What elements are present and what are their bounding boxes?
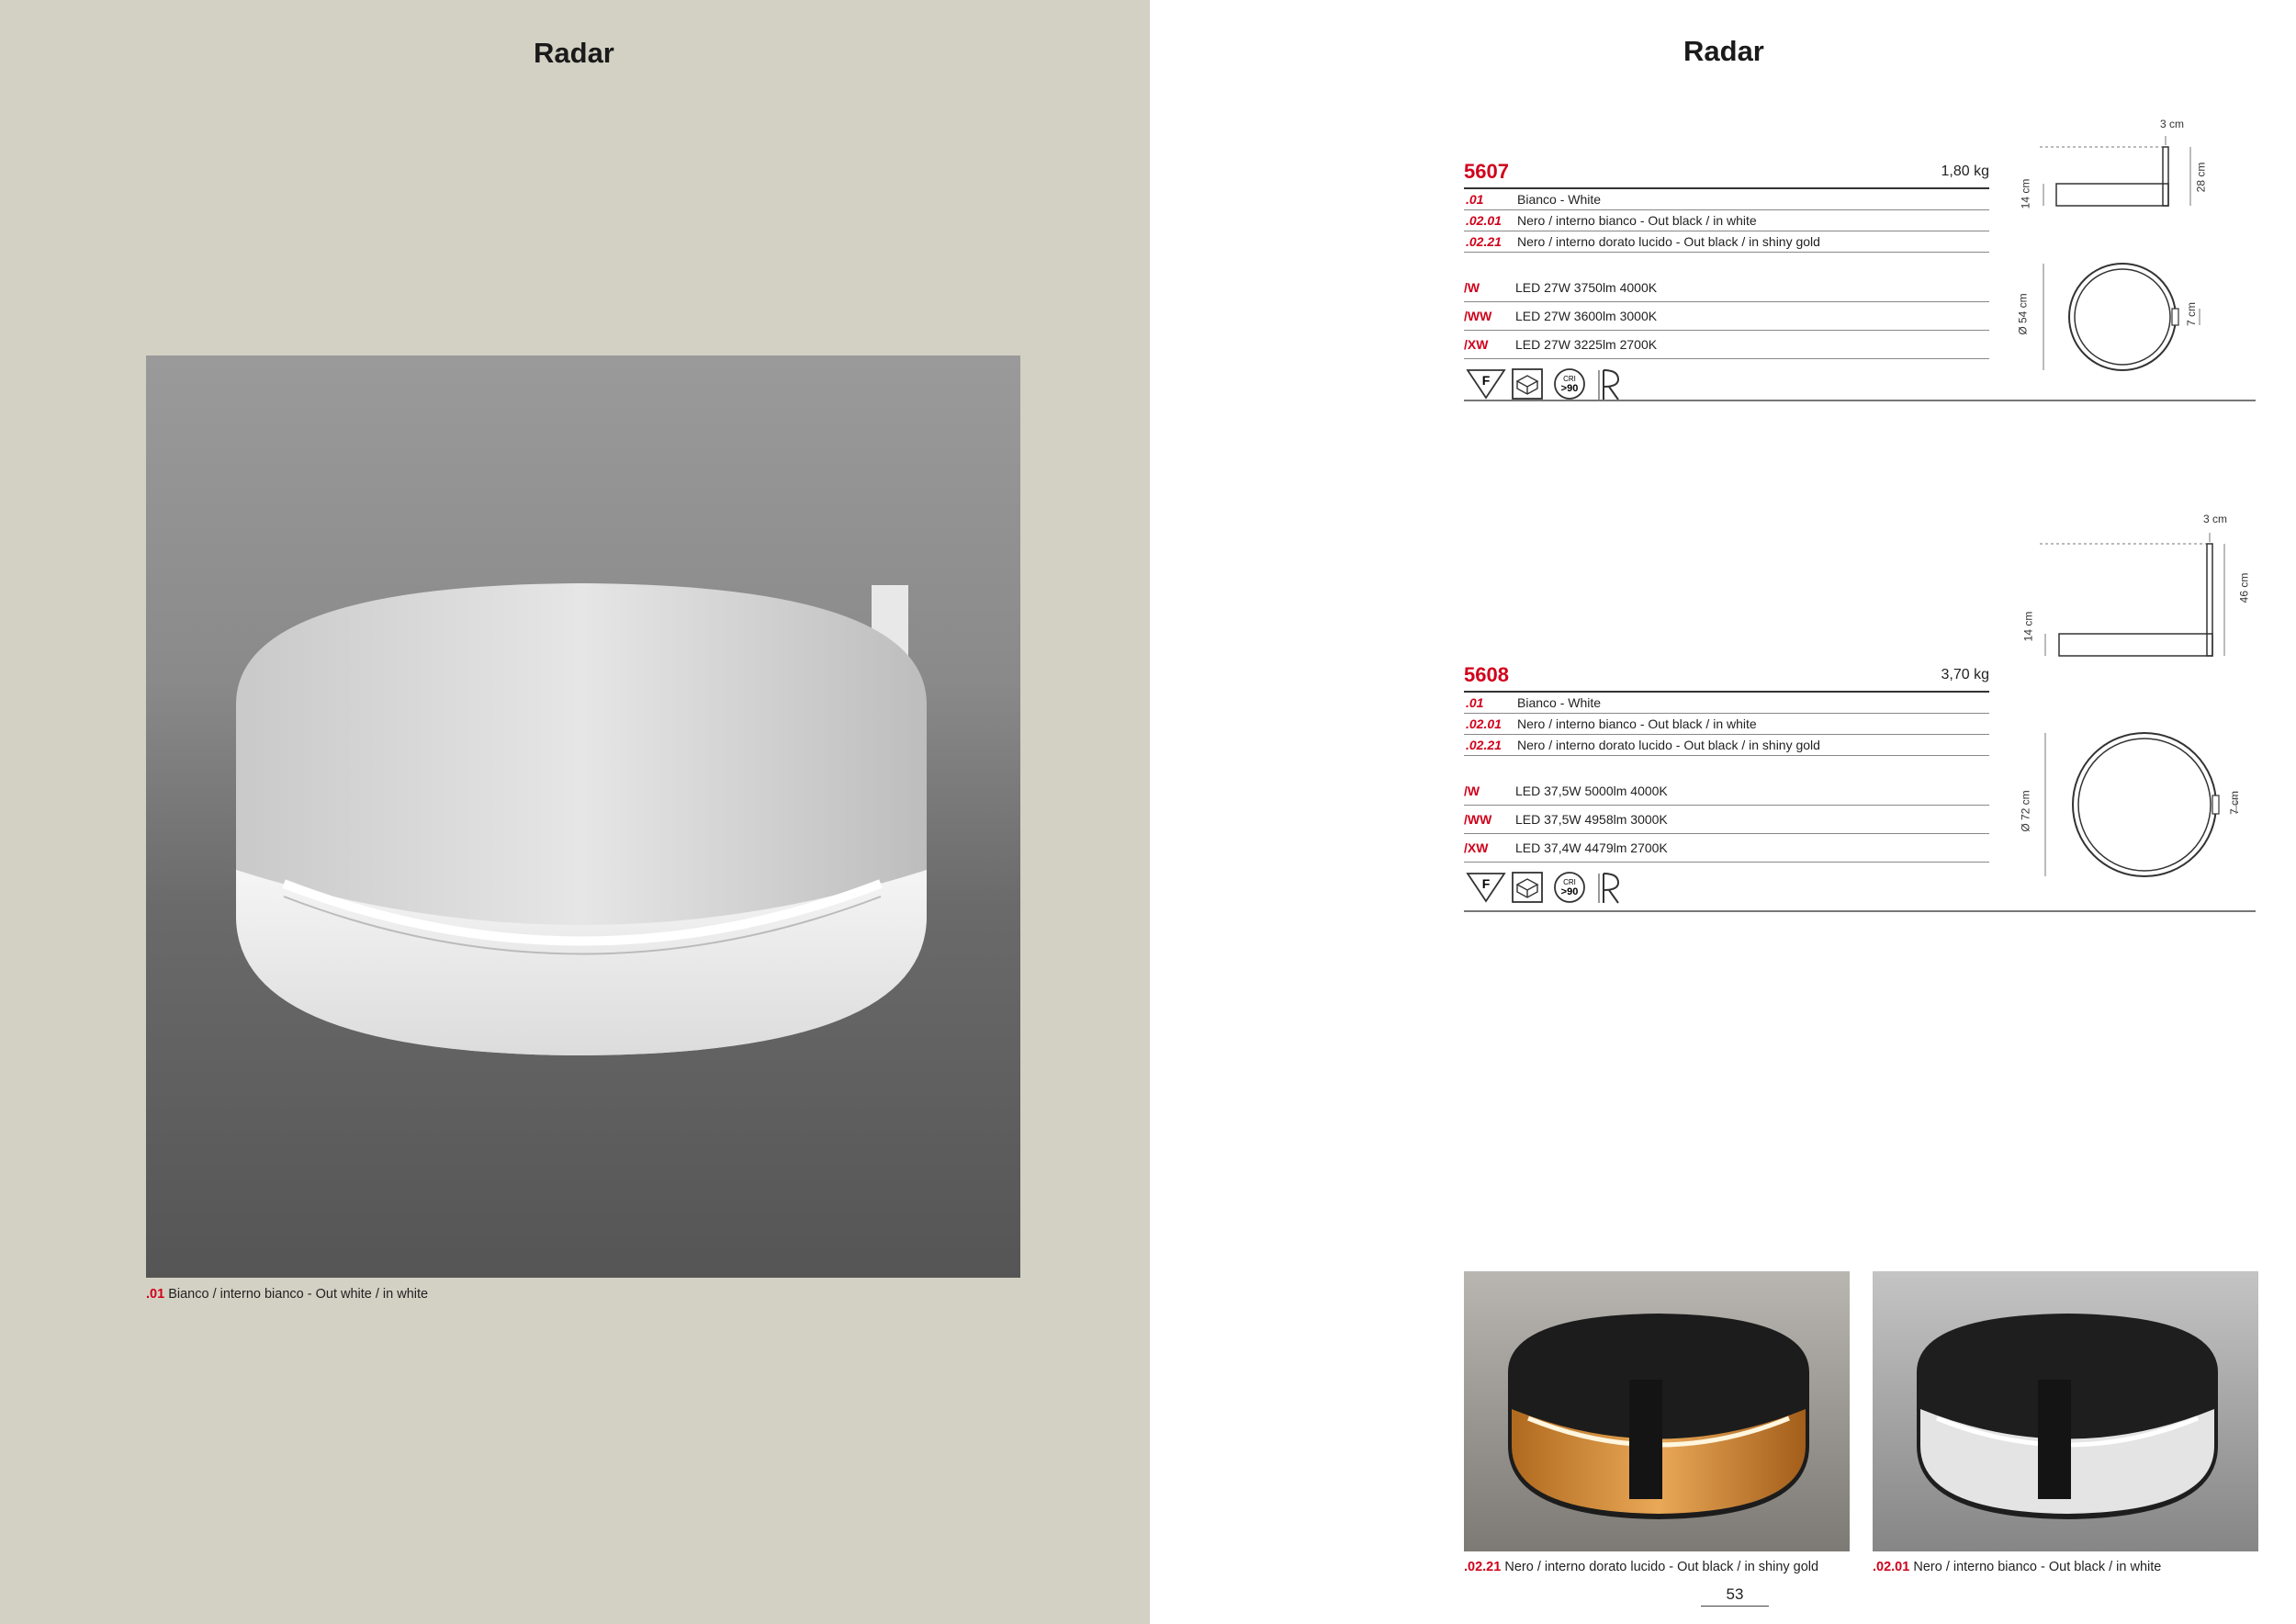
led-label: LED 27W 3225lm 2700K	[1515, 337, 1658, 352]
led-code: /W	[1464, 280, 1480, 295]
dimmable-icon	[1596, 367, 1624, 408]
dimension-band: 7 cm	[2228, 790, 2242, 816]
led-code: /WW	[1464, 812, 1492, 827]
dimension-height-body: 14 cm	[2019, 178, 2032, 209]
dimension-band: 7 cm	[2185, 301, 2199, 327]
led-label: LED 37,5W 5000lm 4000K	[1515, 784, 1668, 798]
led-row	[1464, 834, 1989, 863]
thumbnail-black-gold	[1464, 1271, 1850, 1551]
led-label: LED 37,4W 4479lm 2700K	[1515, 840, 1668, 855]
ceiling-mount-icon	[1510, 870, 1545, 909]
dimmable-icon	[1596, 870, 1624, 911]
finish-row	[1464, 714, 1989, 735]
product-header	[1464, 661, 1989, 693]
page-number: 53	[1701, 1585, 1769, 1607]
hero-photo-white-ring	[146, 355, 1020, 1278]
dimension-diameter: Ø 54 cm	[2016, 293, 2030, 335]
product-code: 5608	[1464, 663, 1509, 686]
caption-finish-code: .01	[146, 1287, 165, 1302]
product-weight: 3,70 kg	[1941, 667, 1989, 682]
energy-class-f-icon	[1466, 870, 1506, 909]
finish-label: Nero / interno dorato lucido - Out black / in shiny gold	[1517, 738, 1820, 752]
led-row	[1464, 777, 1989, 806]
dimension-height-total: 28 cm	[2194, 162, 2208, 193]
finish-label: Bianco - White	[1517, 192, 1602, 207]
caption-finish-code: .02.01	[1873, 1560, 1910, 1574]
caption-text: Bianco / interno bianco - Out white / in white	[164, 1287, 429, 1302]
caption-finish-code: .02.21	[1464, 1560, 1502, 1574]
led-code: /XW	[1464, 840, 1489, 855]
thumbnail-black-white	[1873, 1271, 2258, 1551]
finish-label: Nero / interno bianco - Out black / in white	[1517, 213, 1757, 228]
technical-drawing-5608	[2034, 525, 2245, 893]
product-block-5607	[1464, 158, 1989, 407]
dimension-width: 3 cm	[2203, 513, 2228, 525]
svg-text:CRI: CRI	[1563, 375, 1576, 383]
svg-text:F: F	[1481, 876, 1491, 891]
finish-row	[1464, 693, 1989, 714]
product-code: 5607	[1464, 160, 1509, 183]
finish-row	[1464, 210, 1989, 231]
finish-label: Bianco - White	[1517, 695, 1602, 710]
svg-text:>90: >90	[1560, 383, 1579, 394]
thumbnail-caption-gold	[1464, 1560, 1818, 1574]
led-code: /XW	[1464, 337, 1489, 352]
page-title-right: Radar	[1683, 35, 1764, 67]
page-title-left: Radar	[534, 37, 614, 69]
product-weight: 1,80 kg	[1941, 164, 1989, 179]
finish-row	[1464, 735, 1989, 756]
dimension-height-total: 46 cm	[2237, 572, 2251, 603]
svg-text:CRI: CRI	[1563, 878, 1576, 886]
cri-90-icon	[1552, 870, 1587, 909]
caption-text: Nero / interno dorato lucido - Out black / in shiny gold	[1501, 1560, 1819, 1574]
svg-text:>90: >90	[1560, 886, 1579, 897]
finish-label: Nero / interno bianco - Out black / in white	[1517, 716, 1757, 731]
thumbnail-caption-white	[1873, 1560, 2161, 1574]
led-label: LED 37,5W 4958lm 3000K	[1515, 812, 1668, 827]
spec-icons	[1464, 870, 1989, 910]
led-row	[1464, 331, 1989, 359]
technical-drawing-5607	[2034, 129, 2218, 377]
finish-code: .02.21	[1466, 738, 1502, 752]
finish-label: Nero / interno dorato lucido - Out black / in shiny gold	[1517, 234, 1820, 249]
dimension-height-body: 14 cm	[2021, 611, 2035, 642]
finish-row	[1464, 231, 1989, 253]
dimension-width: 3 cm	[2160, 118, 2185, 130]
finish-code: .01	[1466, 695, 1484, 710]
separator-line	[1464, 910, 2256, 912]
led-label: LED 27W 3600lm 3000K	[1515, 309, 1658, 323]
finish-row	[1464, 189, 1989, 210]
finish-code: .01	[1466, 192, 1484, 207]
finish-code: .02.01	[1466, 716, 1502, 731]
caption-text: Nero / interno bianco - Out black / in white	[1909, 1560, 2162, 1574]
hero-caption	[146, 1287, 428, 1302]
dimension-diameter: Ø 72 cm	[2019, 790, 2032, 832]
led-label: LED 27W 3750lm 4000K	[1515, 280, 1658, 295]
led-row	[1464, 806, 1989, 834]
led-row	[1464, 302, 1989, 331]
led-code: /WW	[1464, 309, 1492, 323]
led-code: /W	[1464, 784, 1480, 798]
product-header	[1464, 158, 1989, 189]
finish-code: .02.21	[1466, 234, 1502, 249]
product-block-5608	[1464, 661, 1989, 910]
separator-line	[1464, 400, 2256, 401]
svg-text:F: F	[1481, 373, 1491, 388]
finish-code: .02.01	[1466, 213, 1502, 228]
led-row	[1464, 274, 1989, 302]
